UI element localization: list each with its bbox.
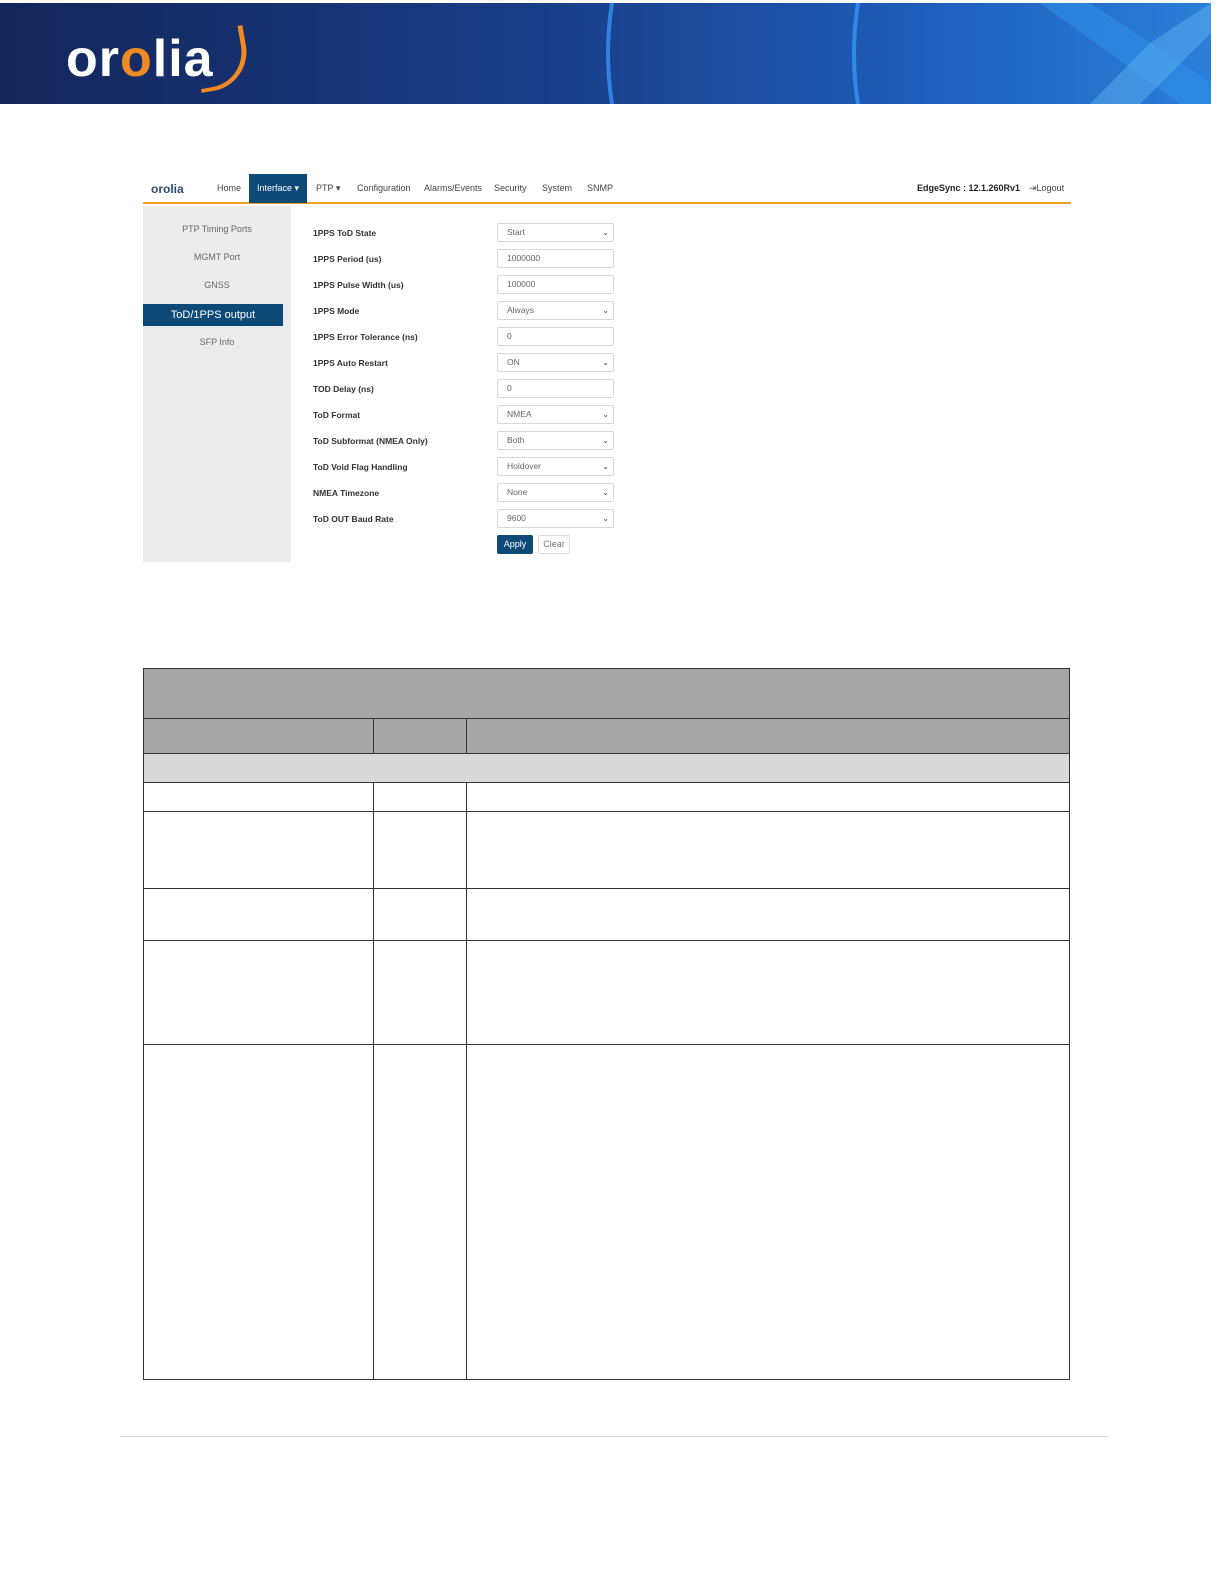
field-label: ToD Subformat (NMEA Only) [313,436,428,446]
chevron-down-icon: ⌄ [602,358,609,367]
tod-state-select[interactable]: Start ⌄ [497,223,614,242]
tod-format-select[interactable]: NMEA ⌄ [497,405,614,424]
nav-system[interactable]: System [542,183,573,193]
chevron-down-icon: ⌄ [602,488,609,497]
version-label: EdgeSync : 12.1.260Rv1 [917,183,1021,193]
field-label: 1PPS Pulse Width (us) [313,280,404,290]
sidebar-item-gnss[interactable]: GNSS [204,280,230,290]
tod-subformat-select[interactable]: Both ⌄ [497,431,614,450]
apply-button[interactable]: Apply [497,535,533,554]
table-title-row [144,669,1069,719]
parameter-table [143,668,1070,1380]
nav-configuration[interactable]: Configuration [357,183,411,193]
field-label: 1PPS Auto Restart [313,358,388,368]
field-label: 1PPS Mode [313,306,360,316]
banner-decoration [0,3,1211,104]
table-row [144,783,1069,812]
pps-mode-select[interactable]: Always ⌄ [497,301,614,320]
orolia-logo: orolia [66,30,214,88]
chevron-down-icon: ⌄ [602,514,609,523]
tod-delay-input[interactable]: 0 [497,379,614,398]
nav-ptp[interactable]: PTP ▾ [316,183,341,193]
table-section-row [144,754,1069,783]
table-row [144,941,1069,1045]
table-col-divider [466,783,467,1379]
nav-alarms-events[interactable]: Alarms/Events [424,183,483,193]
chevron-down-icon: ⌄ [602,306,609,315]
pps-error-tolerance-input[interactable]: 0 [497,327,614,346]
field-label: 1PPS Period (us) [313,254,382,264]
nmea-timezone-select[interactable]: None ⌄ [497,483,614,502]
table-col-divider [373,719,374,754]
chevron-down-icon: ⌄ [602,462,609,471]
table-row [144,812,1069,889]
field-label: TOD Delay (ns) [313,384,374,394]
web-ui-screenshot [143,174,1071,562]
table-header-row [144,719,1069,754]
tod-void-flag-select[interactable]: Holdover ⌄ [497,457,614,476]
top-nav [143,174,1071,204]
field-label: NMEA Timezone [313,488,380,498]
nav-logo[interactable]: orolia [151,182,184,196]
sidebar [143,206,291,562]
table-col-divider [373,783,374,1379]
nav-security[interactable]: Security [494,183,527,193]
nav-snmp[interactable]: SNMP [587,183,614,193]
pps-auto-restart-select[interactable]: ON ⌄ [497,353,614,372]
field-label: 1PPS ToD State [313,228,377,238]
sidebar-item-ptp-timing-ports[interactable]: PTP Timing Ports [182,224,252,234]
table-row [144,889,1069,941]
logout-button[interactable]: ⇥Logout [1029,183,1065,193]
chevron-down-icon: ⌄ [602,410,609,419]
footer-divider [120,1436,1108,1437]
field-label: 1PPS Error Tolerance (ns) [313,332,418,342]
field-label: ToD OUT Baud Rate [313,514,394,524]
nav-home[interactable]: Home [217,183,242,193]
table-col-divider [466,719,467,754]
nav-interface[interactable]: Interface ▾ [249,174,307,203]
field-label: ToD Format [313,410,361,420]
field-label: ToD Void Flag Handling [313,462,408,472]
sidebar-item-tod-1pps-output[interactable]: ToD/1PPS output [143,304,283,326]
tod-baud-rate-select[interactable]: 9600 ⌄ [497,509,614,528]
header-banner [0,3,1211,104]
pps-pulse-width-input[interactable]: 100000 [497,275,614,294]
sidebar-item-sfp-info[interactable]: SFP Info [199,337,235,347]
sidebar-item-mgmt-port[interactable]: MGMT Port [193,252,241,262]
chevron-down-icon: ⌄ [602,436,609,445]
clear-button[interactable]: Clear [538,535,570,554]
logout-icon: ⇥ [1029,183,1037,193]
pps-period-input[interactable]: 1000000 [497,249,614,268]
chevron-down-icon: ⌄ [602,228,609,237]
